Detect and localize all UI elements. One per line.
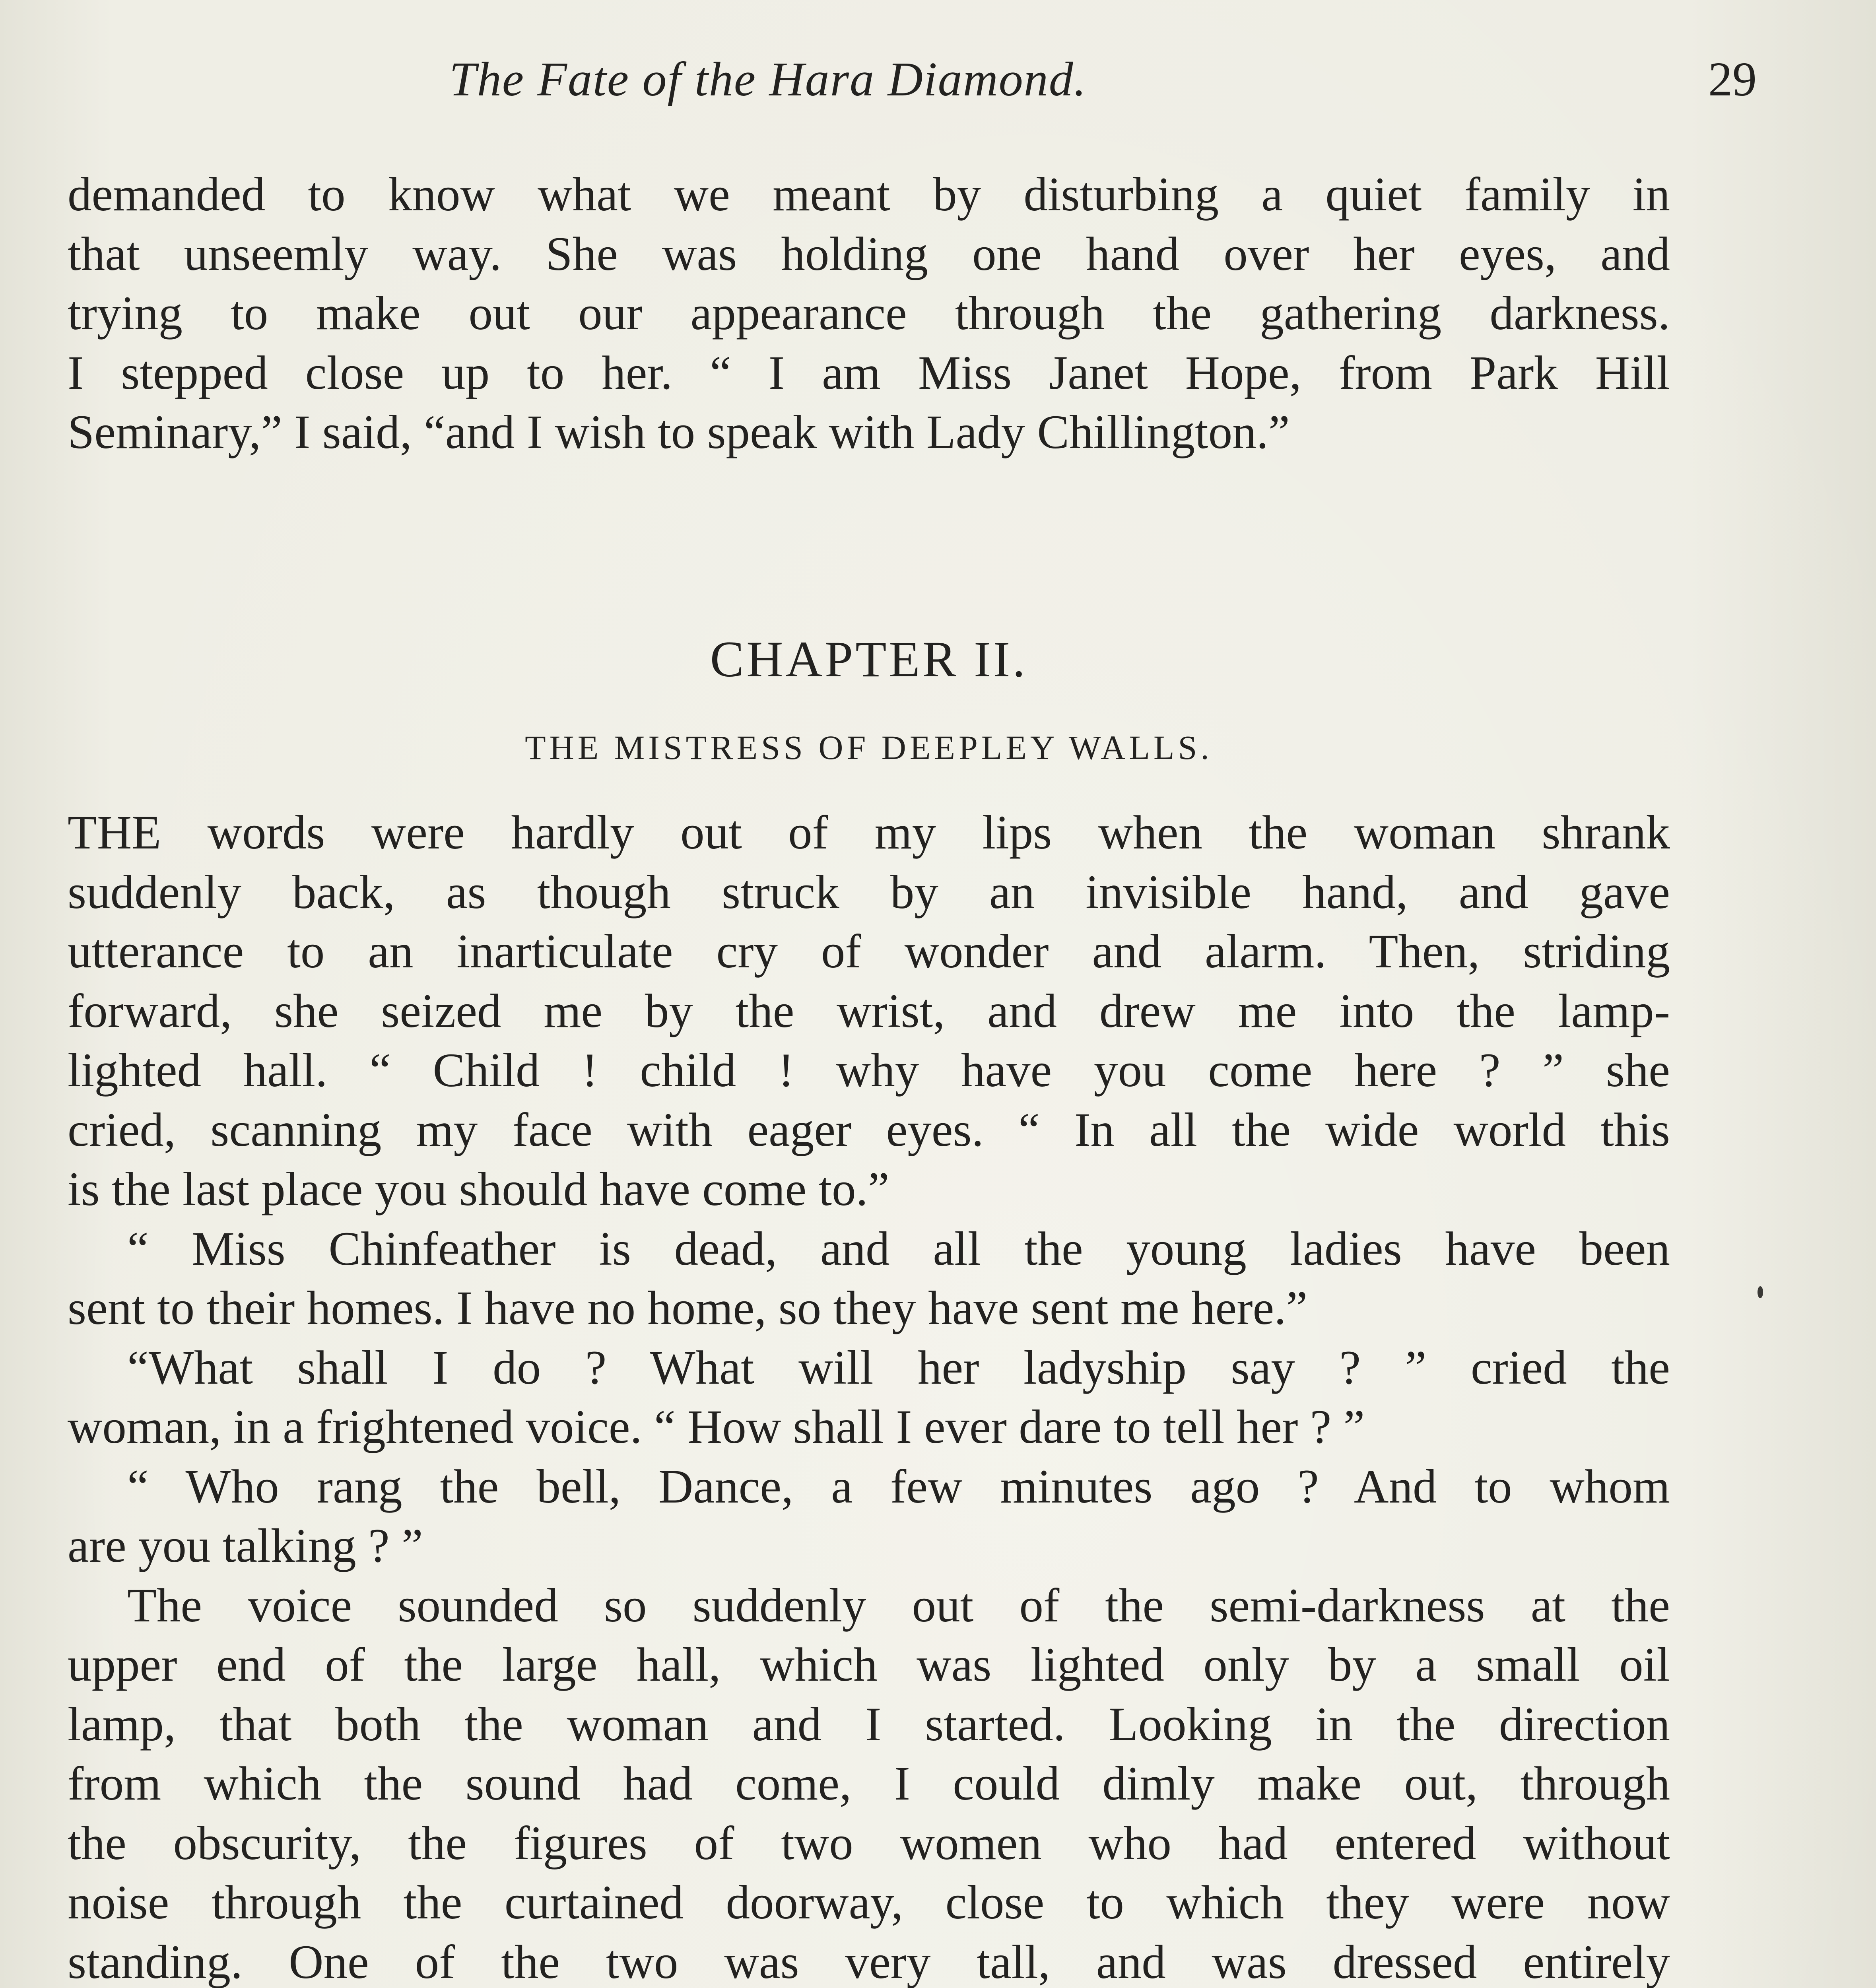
text-line: “ Miss Chinfeather is dead, and all the young ladies have been (127, 1222, 1670, 1276)
text-line: are you talking ? ” (68, 1519, 423, 1573)
text-line: standing. One of the two was very tall, and was dressed entirely (68, 1935, 1670, 1988)
text-line: “ Who rang the bell, Dance, a few minutes ago ? And to whom (127, 1460, 1670, 1513)
text-line: upper end of the large hall, which was lighted only by a small oil (68, 1638, 1670, 1691)
text-line: I stepped close up to her. “ I am Miss Janet Hope, from Park Hill (68, 346, 1670, 400)
ink-speck (1758, 1286, 1763, 1298)
text-line: The voice sounded so suddenly out of the semi-darkness at the (127, 1578, 1670, 1632)
text-line: cried, scanning my face with eager eyes. “ In all the wide world this (68, 1103, 1670, 1157)
text-line: THE words were hardly out of my lips when the woman shrank (68, 806, 1670, 859)
text-line: sent to their homes. I have no home, so they have sent me here.” (68, 1281, 1308, 1335)
running-title: The Fate of the Hara Diamond. (449, 52, 1087, 106)
text-line: suddenly back, as though struck by an invisible hand, and gave (68, 865, 1670, 919)
chapter-heading: CHAPTER II. (710, 631, 1028, 687)
chapter-body (68, 803, 1670, 1988)
text-line: lamp, that both the woman and I started. Looking in the direction (68, 1697, 1670, 1751)
text-line: lighted hall. “ Child ! child ! why have you come here ? ” she (68, 1044, 1670, 1097)
text-line: “What shall I do ? What will her ladyship say ? ” cried the (127, 1341, 1670, 1394)
text-line: from which the sound had come, I could dimly make out, through (68, 1757, 1670, 1810)
text-line: Seminary,” I said, “and I wish to speak with Lady Chillington.” (68, 406, 1290, 459)
text-line: is the last place you should have come to.” (68, 1163, 889, 1216)
text-line: forward, she seized me by the wrist, and drew me into the lamp- (68, 984, 1670, 1038)
page-number: 29 (1708, 52, 1757, 106)
text-line: noise through the curtained doorway, close to which they were now (68, 1876, 1670, 1929)
text-line: that unseemly way. She was holding one hand over her eyes, and (68, 227, 1670, 281)
text-line: trying to make out our appearance through the gathering darkness. (68, 287, 1670, 340)
text-line: woman, in a frightened voice. “ How shall I ever dare to tell her ? ” (68, 1400, 1365, 1454)
text-line: utterance to an inarticulate cry of wonder and alarm. Then, striding (68, 925, 1670, 978)
text-line: the obscurity, the figures of two women who had entered without (68, 1816, 1670, 1870)
page-header (449, 52, 1757, 127)
text-line: demanded to know what we meant by disturbing a quiet family in (68, 168, 1670, 221)
opening-paragraph (68, 165, 1670, 462)
chapter-subtitle: THE MISTRESS OF DEEPLEY WALLS. (525, 728, 1213, 767)
